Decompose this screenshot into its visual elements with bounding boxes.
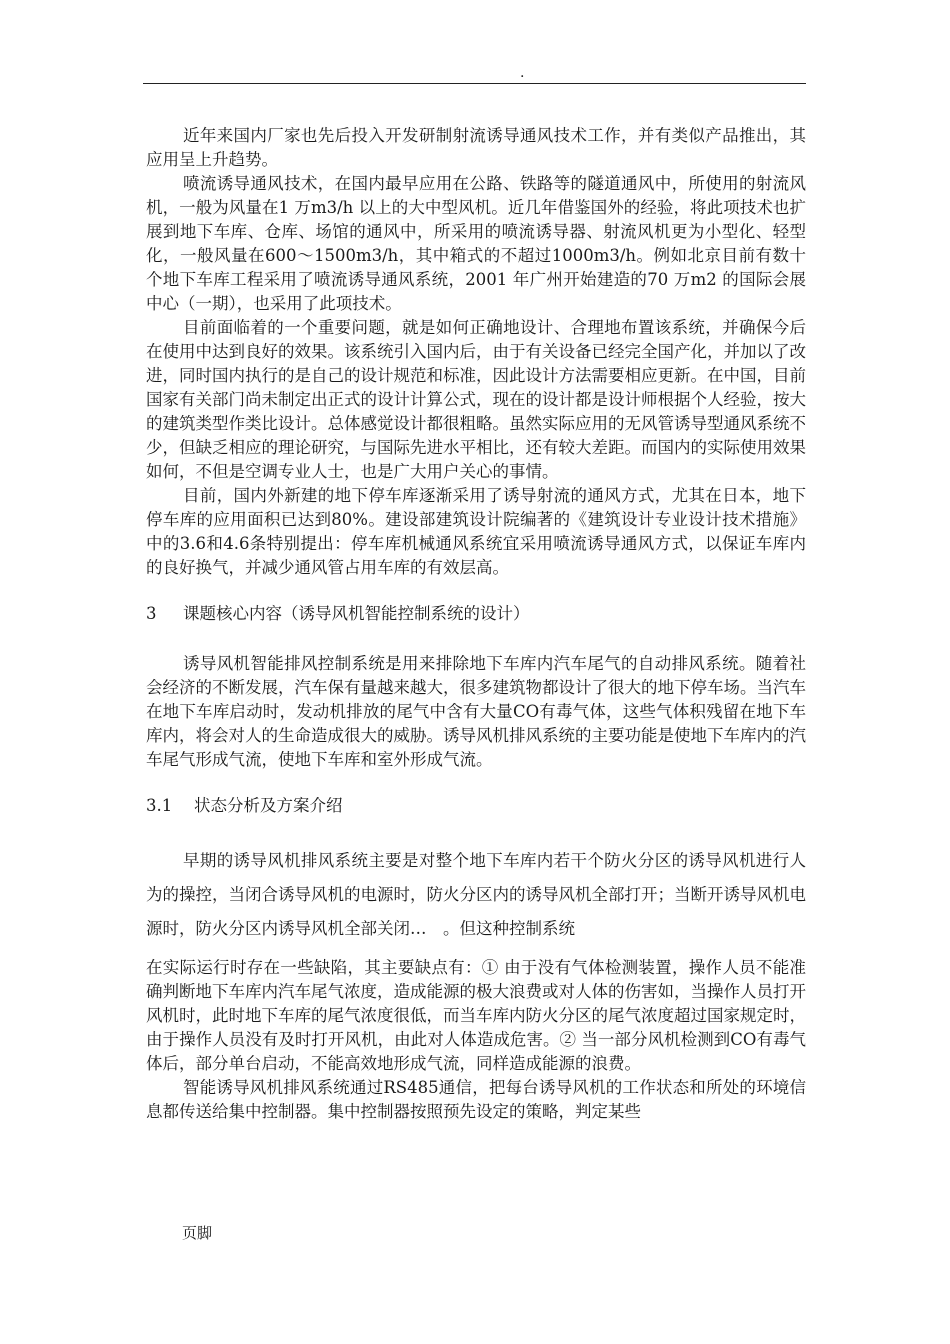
paragraph-3: 目前面临着的一个重要问题，就是如何正确地设计、合理地布置该系统，并确保今后在使用中达到良好的效果。该系统引入国内后，由于有关设备已经完全国产化，并加以了改进，同时国内执行的是自己的设计规范和标准，因此设计方法需要相应更新。在中国，目前国家有关部门尚未制定出正式的设计计算公式，现在的设计都是设计师根据个人经验，按大的建筑类型作类比设计。总体感觉设计都很粗略。虽然实际应用的无风管诱导型通风系统不少，但缺乏相应的理论研究，与国际先进水平相比，还有较大差距。而国内的实际使用效果如何，不但是空调专业人士，也是广大用户关心的事情。 [146,318,806,481]
section-heading-3 [146,602,806,626]
page-body [146,124,806,1124]
paragraph-5: 诱导风机智能排风控制系统是用来排除地下车库内汽车尾气的自动排风系统。随着社会经济的不断发展，汽车保有量越来越大，很多建筑物都设计了很大的地下停车场。当汽车在地下车库启动时，发动机排放的尾气中含有大量CO有毒气体，这些气体积残留在地下车库内，将会对人的生命造成很大的威胁。诱导风机排风系统的主要功能是使地下车库内的汽车尾气形成气流，使地下车库和室外形成气流。 [146,654,806,769]
section-heading-3-1 [146,794,806,818]
paragraph-2: 喷流诱导通风技术，在国内最早应用在公路、铁路等的隧道通风中，所使用的射流风机，一般为风量在1 万m3/h 以上的大中型风机。近几年借鉴国外的经验，将此项技术也扩展到地下车库、仓库、场馆的通风中，所采用的喷流诱导器、射流风机更为小型化、轻型化，一般风量在600～1500m3/h，其中箱式的不超过1000m3/h。例如北京目前有数十个地下车库工程采用了喷流诱导通风系统，2001 年广州开始建造的70 万m2 的国际会展中心（一期），也采用了此项技术。 [146,174,806,313]
section-title: 课题核心内容（诱导风机智能控制系统的设计） [183,604,530,623]
header-rule [143,83,806,84]
paragraph-7: 在实际运行时存在一些缺陷，其主要缺点有：① 由于没有气体检测装置，操作人员不能准确判断地下车库内汽车尾气浓度，造成能源的极大浪费或对人体的伤害如，当操作人员打开风机时，此时地下车库的尾气浓度很低，而当车库内防火分区的尾气浓度超过国家规定时，由于操作人员没有及时打开风机，由此对人体造成危害。② 当一部分风机检测到CO有毒气体后，部分单台启动，不能高效地形成气流，同样造成能源的浪费。 [146,958,806,1073]
section-title: 状态分析及方案介绍 [194,796,343,815]
paragraph-8: 智能诱导风机排风系统通过RS485通信，把每台诱导风机的工作状态和所处的环境信息都传送给集中控制器。集中控制器按照预先设定的策略，判定某些 [146,1078,806,1121]
paragraph-1: 近年来国内厂家也先后投入开发研制射流诱导通风技术工作，并有类似产品推出，其应用呈上升趋势。 [146,126,806,169]
section-number: 3 [146,604,157,623]
paragraph-6: 早期的诱导风机排风系统主要是对整个地下车库内若干个防火分区的诱导风机进行人为的操控，当闭合诱导风机的电源时，防火分区内的诱导风机全部打开；当断开诱导风机电源时，防火分区内诱导风机全部关闭… 。但这种控制系统 [146,851,806,938]
section-number: 3.1 [146,796,173,815]
page-footer: 页脚 [182,1224,213,1242]
header-mark: . [520,65,525,81]
paragraph-4: 目前，国内外新建的地下停车库逐渐采用了诱导射流的通风方式，尤其在日本，地下停车库的应用面积已达到80%。建设部建筑设计院编著的《建筑设计专业设计技术措施》中的3.6和4.6条特别提出：停车库机械通风系统宜采用喷流诱导通风方式，以保证车库内的良好换气，并减少通风管占用车库的有效层高。 [146,486,806,577]
